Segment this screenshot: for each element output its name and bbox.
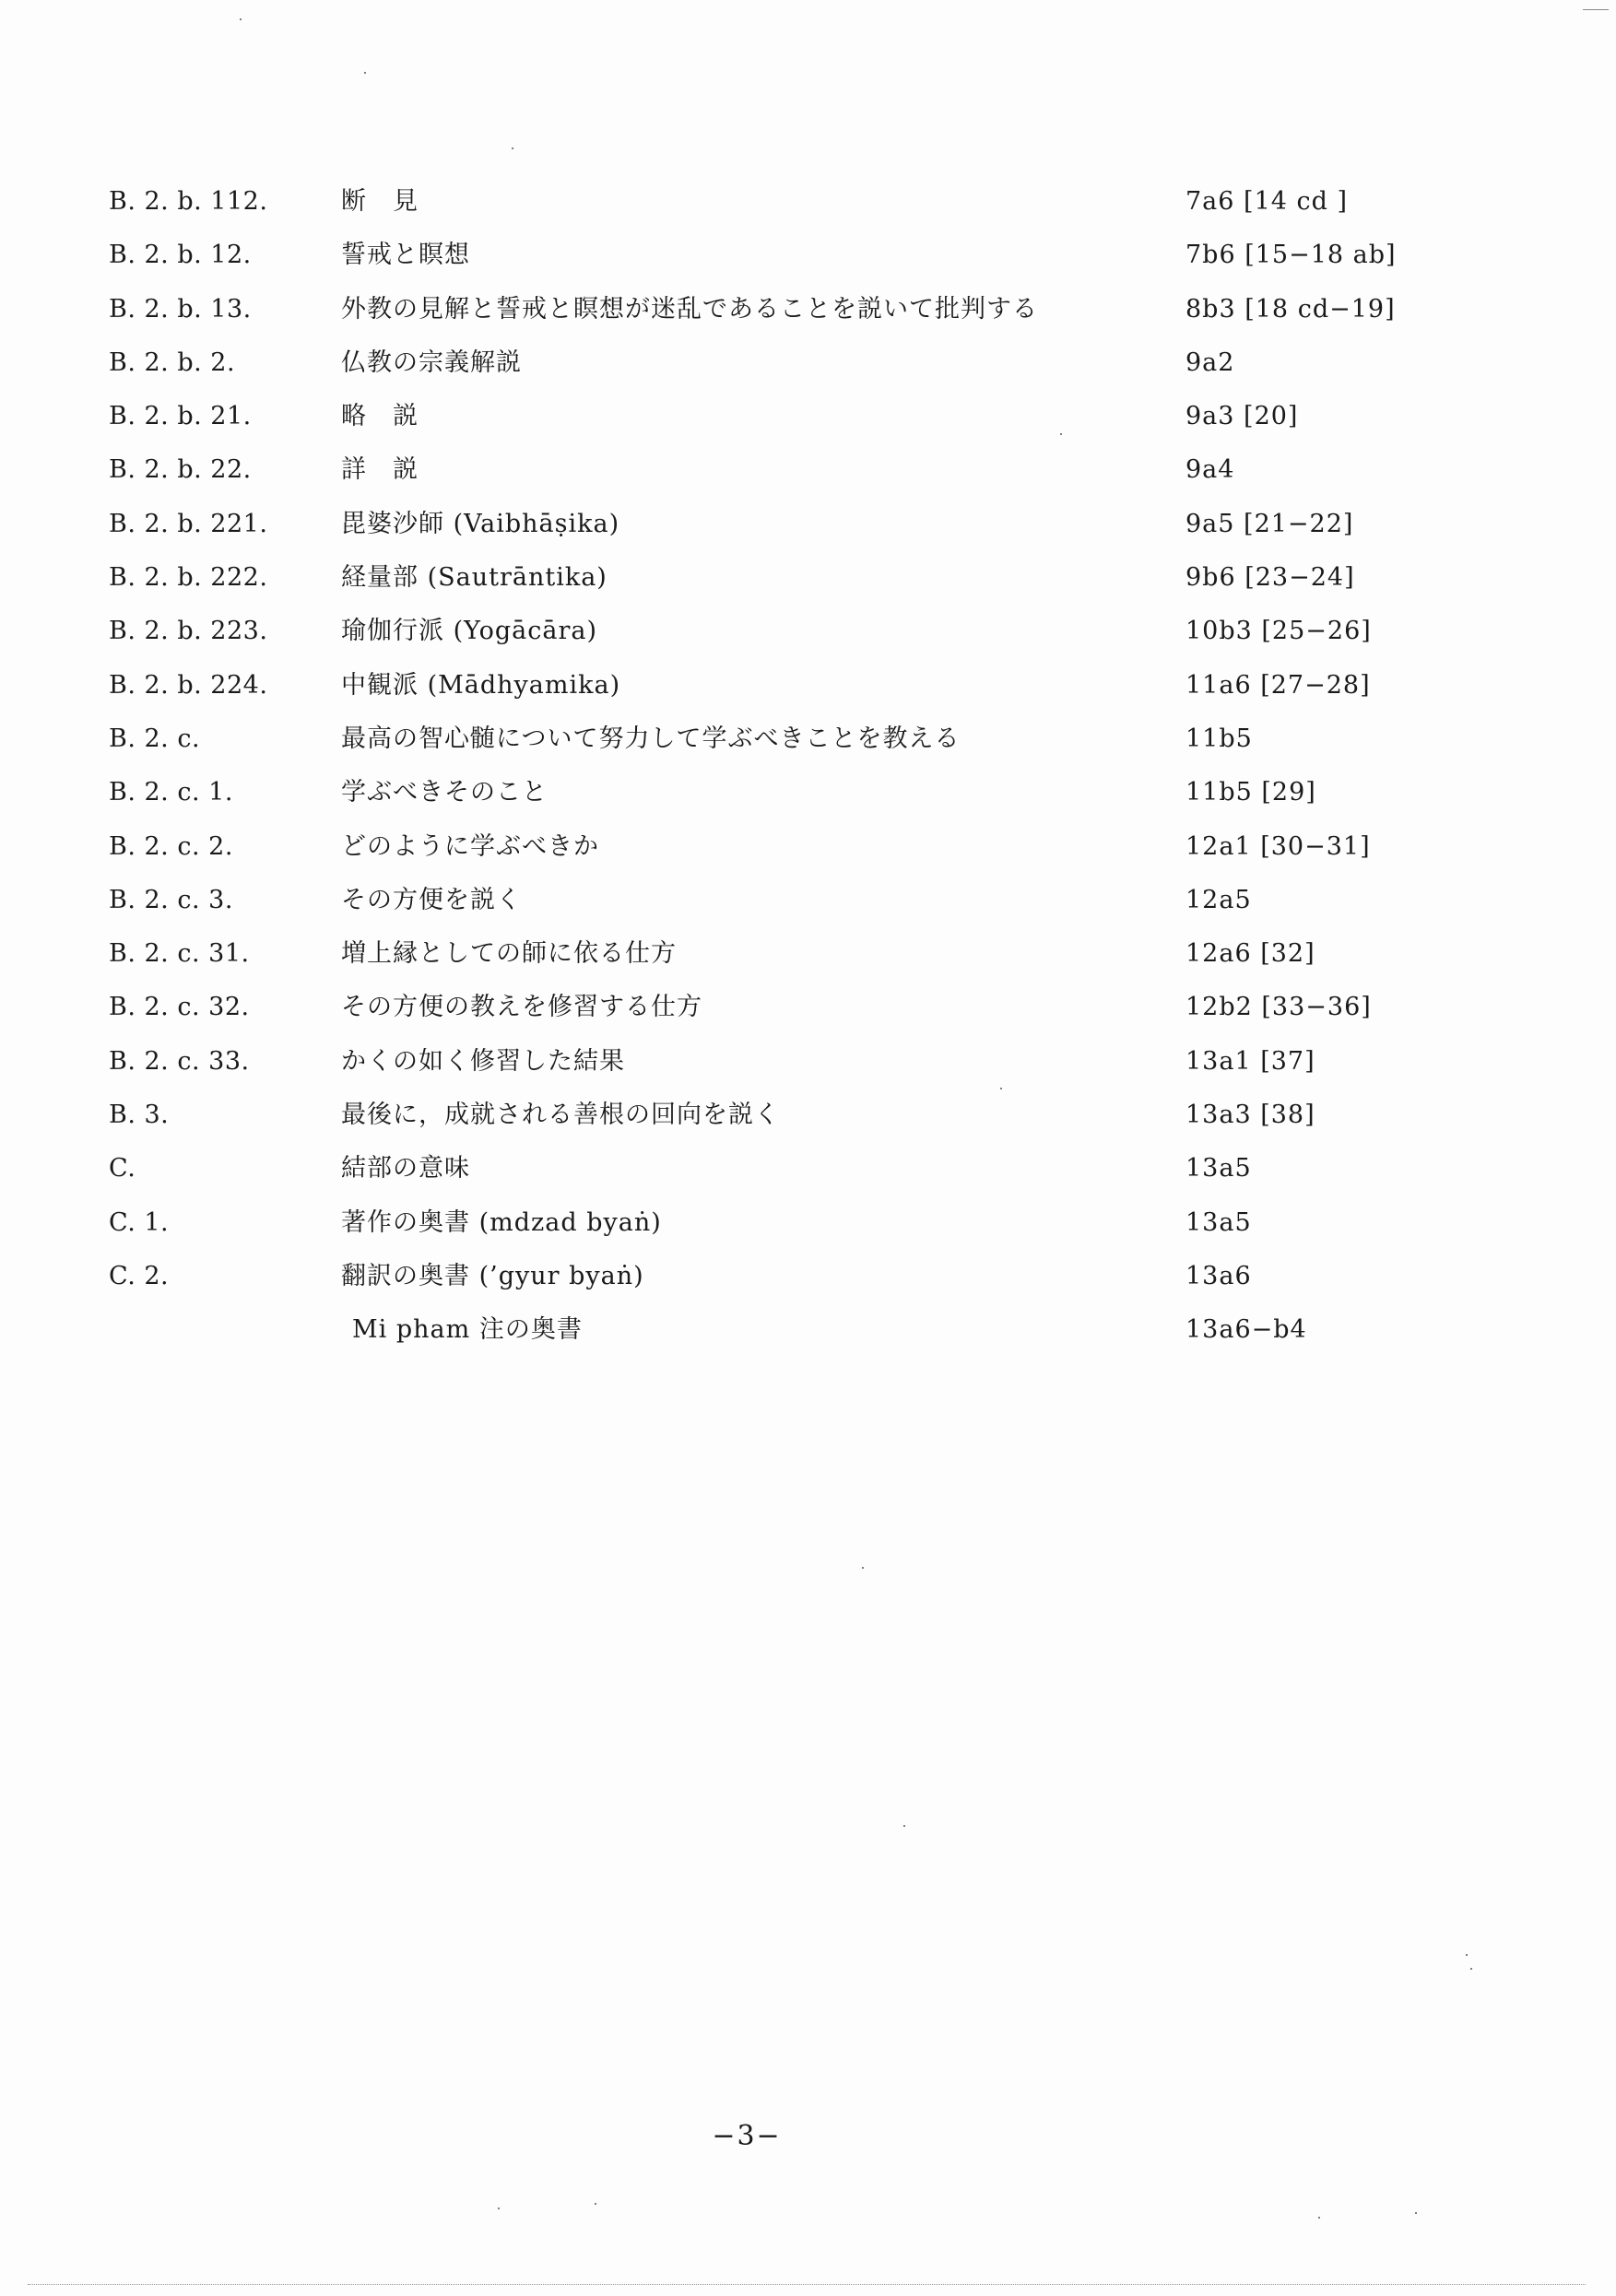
toc-row (109, 336, 1445, 390)
toc-code: B. 2. c. 1. (109, 778, 233, 807)
scan-speck (240, 18, 242, 20)
toc-row (109, 659, 1445, 712)
toc-code: B. 2. c. (109, 724, 201, 753)
scan-speck (1060, 433, 1062, 435)
toc-title: 経量部 (Sautrāntika) (341, 563, 607, 593)
toc-title: 結部の意味 (341, 1154, 470, 1183)
scan-speck (498, 2208, 500, 2209)
table-of-contents (109, 175, 1445, 1358)
toc-code: B. 2. c. 3. (109, 885, 233, 914)
scan-speck (1466, 1954, 1468, 1956)
toc-row (109, 1303, 1445, 1357)
toc-row (109, 551, 1445, 605)
toc-code: B. 2. b. 2. (109, 347, 236, 377)
page-number: −3− (712, 2120, 782, 2152)
scan-speck (903, 1825, 905, 1827)
toc-code: B. 2. b. 224. (109, 670, 268, 700)
toc-code: B. 2. c. 32. (109, 993, 250, 1022)
toc-row (109, 927, 1445, 981)
toc-title: 著作の奥書 (mdzad byaṅ) (341, 1207, 662, 1237)
toc-code: B. 2. c. 31. (109, 939, 250, 969)
toc-ref: 12b2 [33−36] (1185, 993, 1372, 1022)
toc-row (109, 390, 1445, 443)
toc-row (109, 1089, 1445, 1142)
toc-code: C. 1. (109, 1207, 170, 1237)
toc-ref: 13a5 (1185, 1207, 1252, 1237)
toc-row (109, 175, 1445, 229)
toc-ref: 11b5 [29] (1185, 778, 1316, 807)
toc-ref: 7b6 [15−18 ab] (1185, 241, 1397, 270)
toc-code: B. 2. b. 22. (109, 455, 252, 485)
toc-title: 翻訳の奥書 (’gyur byaṅ) (341, 1261, 644, 1290)
toc-ref: 9a3 [20] (1185, 402, 1299, 431)
toc-row (109, 1196, 1445, 1250)
toc-code: B. 2. b. 112. (109, 187, 268, 216)
toc-ref: 7a6 [14 cd ] (1185, 187, 1349, 216)
toc-title: 詳 説 (341, 455, 419, 485)
scan-edge-line (28, 2284, 1586, 2286)
toc-title: かくの如く修習した結果 (341, 1046, 625, 1076)
toc-ref: 9a5 [21−22] (1185, 509, 1354, 538)
toc-row (109, 820, 1445, 874)
scan-speck (512, 147, 513, 149)
toc-row (109, 605, 1445, 658)
toc-code: C. 2. (109, 1261, 170, 1290)
toc-title: 断 見 (341, 187, 419, 216)
toc-title: その方便の教えを修習する仕方 (341, 993, 702, 1022)
toc-ref: 11b5 (1185, 724, 1253, 753)
toc-ref: 9b6 [23−24] (1185, 563, 1355, 593)
scan-speck (862, 1567, 864, 1569)
scan-speck (1000, 1088, 1002, 1089)
toc-title: 学ぶべきそのこと (341, 778, 548, 807)
scan-speck (1470, 1968, 1472, 1970)
toc-title: その方便を説く (341, 885, 522, 914)
toc-row (109, 981, 1445, 1034)
scan-speck (364, 72, 366, 74)
toc-title: 最高の智心髄について努力して学ぶべきことを教える (341, 724, 961, 753)
toc-code: B. 2. b. 223. (109, 617, 268, 646)
toc-ref: 13a1 [37] (1185, 1046, 1315, 1076)
toc-title: 仏教の宗義解説 (341, 347, 522, 377)
toc-title: 略 説 (341, 402, 419, 431)
toc-code: B. 2. b. 12. (109, 241, 252, 270)
toc-code: B. 2. b. 222. (109, 563, 268, 593)
toc-title: 中観派 (Mādhyamika) (341, 670, 621, 700)
toc-row (109, 1250, 1445, 1303)
toc-ref: 13a6 (1185, 1261, 1252, 1290)
toc-title: どのように学ぶべきか (341, 831, 599, 861)
toc-row (109, 283, 1445, 336)
toc-code: C. (109, 1154, 136, 1183)
toc-row (109, 229, 1445, 282)
toc-ref: 9a2 (1185, 347, 1235, 377)
toc-code: B. 2. b. 13. (109, 294, 252, 324)
toc-ref: 11a6 [27−28] (1185, 670, 1371, 700)
scan-corner-mark (1583, 0, 1609, 10)
toc-code: B. 2. c. 2. (109, 831, 233, 861)
toc-ref: 8b3 [18 cd−19] (1185, 294, 1396, 324)
toc-row (109, 1142, 1445, 1195)
toc-ref: 12a6 [32] (1185, 939, 1315, 969)
toc-title: 外教の見解と誓戒と瞑想が迷乱であることを説いて批判する (341, 294, 1038, 324)
toc-row (109, 498, 1445, 551)
toc-code: B. 2. c. 33. (109, 1046, 250, 1076)
toc-title: 最後に，成就される善根の回向を説く (341, 1101, 780, 1130)
toc-row (109, 766, 1445, 819)
toc-code: B. 3. (109, 1101, 170, 1130)
toc-ref: 12a1 [30−31] (1185, 831, 1371, 861)
scan-speck (1318, 2217, 1320, 2219)
toc-ref: 9a4 (1185, 455, 1235, 485)
toc-ref: 13a6−b4 (1185, 1315, 1307, 1345)
toc-ref: 13a5 (1185, 1154, 1252, 1183)
toc-title: Mi pham 注の奥書 (352, 1315, 583, 1345)
toc-code: B. 2. b. 21. (109, 402, 252, 431)
scan-speck (1415, 2212, 1417, 2214)
toc-row (109, 874, 1445, 927)
toc-ref: 10b3 [25−26] (1185, 617, 1372, 646)
toc-row (109, 1035, 1445, 1089)
toc-title: 瑜伽行派 (Yogācāra) (341, 617, 597, 646)
scan-speck (595, 2203, 596, 2205)
toc-ref: 13a3 [38] (1185, 1101, 1315, 1130)
toc-row (109, 443, 1445, 497)
toc-title: 増上縁としての師に依る仕方 (341, 939, 677, 969)
toc-title: 誓戒と瞑想 (341, 241, 470, 270)
toc-ref: 12a5 (1185, 885, 1252, 914)
toc-code: B. 2. b. 221. (109, 509, 268, 538)
toc-title: 毘婆沙師 (Vaibhāṣika) (341, 509, 620, 538)
toc-row (109, 712, 1445, 766)
